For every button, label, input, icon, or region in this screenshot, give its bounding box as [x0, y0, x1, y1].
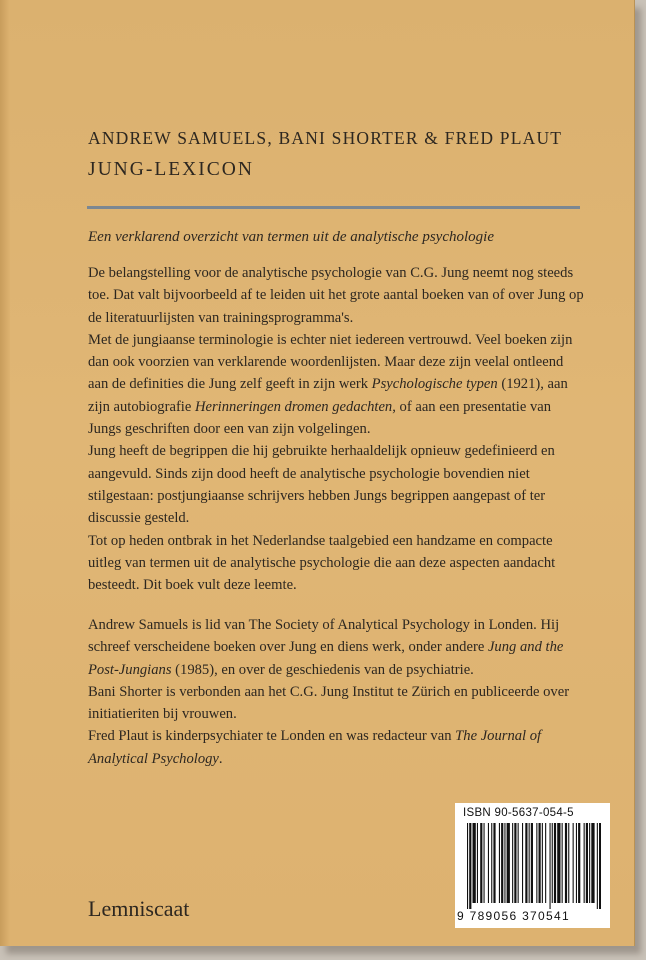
barcode-bar [477, 823, 478, 903]
barcode-bar [518, 823, 519, 903]
description-paragraph: Met de jungiaanse terminologie is echter niet iedereen vertrouwd. Veel boeken zijn dan ook voorzien van verklarende woordenlijsten. Maar deze zijn veelal ontleend aan de definities die Jung zelf geeft in zijn werk Psychologische typen (1921), aan zijn autobiografie Herinneringen dromen gedachten, of aan een presentatie van Jungs geschriften door een van zijn volgelingen. [88, 331, 573, 438]
author-bio: Andrew Samuels is lid van The Society of Analytical Psychology in Londen. Hij schreef verscheidene boeken over Jung en diens werk, onder andere Jung and the Post-Jungians (1985), en over de geschiedenis van de psychiatrie. [88, 617, 564, 678]
work-title: The Journal of Analytical Psychology [88, 728, 542, 767]
book-subtitle: Een verklarend overzicht van termen uit de analytische psychologie [88, 229, 494, 245]
barcode-bar [473, 823, 476, 903]
divider-rule [87, 206, 580, 209]
work-title: Jung and the Post-Jungians [88, 639, 564, 678]
work-title: Psychologische typen [371, 376, 498, 393]
barcode-bar [599, 823, 601, 909]
barcode-bar [568, 823, 569, 903]
barcode-bar [493, 823, 495, 903]
barcode-bar [499, 823, 500, 903]
publisher-name: Lemniscaat [88, 896, 190, 921]
barcode-bar [469, 823, 471, 909]
barcode-bar [529, 823, 530, 903]
barcode-bar [554, 823, 556, 903]
description-paragraph: De belangstelling voor de analytische psychologie van C.G. Jung neemt nog steeds toe. Dat valt bijvoorbeeld af te leiden uit het grote aantal boeken van of over Jung op de literatuurlijsten van trainingsprogramma's. [88, 265, 584, 326]
barcode-bar [589, 823, 590, 903]
barcode-bar [484, 823, 485, 903]
barcode-bar [576, 823, 577, 903]
barcode-icon [467, 823, 601, 909]
barcode-bar [488, 823, 489, 903]
barcode-bar [557, 823, 560, 903]
description-block [88, 262, 584, 596]
barcode-bar [539, 823, 541, 903]
barcode-box [455, 803, 610, 928]
barcode-bar [531, 823, 533, 903]
barcode-bar [522, 823, 523, 903]
barcode-bar [565, 823, 567, 903]
author-bio: Bani Shorter is verbonden aan het C.G. Jung Institut te Zürich en publiceerde over initiatieriten bij vrouwen. [88, 683, 570, 723]
barcode-bar [536, 823, 537, 903]
author-bios [88, 614, 584, 770]
ean-number: 9 789056 370541 [457, 909, 570, 923]
book-title: JUNG-LEXICON [88, 159, 254, 180]
barcode-bar [573, 823, 574, 903]
barcode-bar [501, 823, 503, 903]
barcode-bar [480, 823, 482, 903]
barcode-bar [467, 823, 468, 909]
authors: ANDREW SAMUELS, BANI SHORTER & FRED PLAUT [88, 128, 563, 148]
barcode-bar [504, 823, 505, 903]
barcode-bar [586, 823, 588, 903]
description-paragraph: Tot op heden ontbrak in het Nederlandse taalgebied een handzame en compacte uitleg van termen uit de analytische psychologie die aan deze aspecten aandacht besteedt. Dit boek vult deze leemte. [88, 532, 556, 594]
work-title: Herinneringen dromen gedachten [194, 398, 393, 415]
author-bio: Fred Plaut is kinderpsychiater te Londen en was redacteur van The Journal of Analytical Psychology. [88, 728, 542, 767]
barcode-bar [545, 823, 546, 903]
barcode-bar [512, 823, 513, 903]
barcode-bar [542, 823, 543, 903]
barcode-bar [562, 823, 563, 903]
spine-edge [0, 0, 10, 946]
barcode-bar [584, 823, 585, 903]
barcode-bar [597, 823, 598, 909]
barcode-bar [514, 823, 516, 903]
barcode-bar [591, 823, 594, 903]
barcode-bar [552, 823, 553, 903]
barcode-bar [525, 823, 527, 903]
isbn-label: ISBN 90-5637-054-5 [463, 807, 574, 819]
barcode-bar [550, 823, 551, 909]
barcode-bar [491, 823, 492, 903]
barcode-bar [507, 823, 510, 903]
barcode-bar [578, 823, 580, 903]
description-paragraph: Jung heeft de begrippen die hij gebruikte herhaaldelijk opnieuw gedefinieerd en aangevuld. Sinds zijn dood heeft de analytische psychologie bovendien niet stilgestaan: postjungiaanse schrijvers hebben Jungs begrippen aangepast of ter discussie gesteld. [88, 443, 555, 527]
